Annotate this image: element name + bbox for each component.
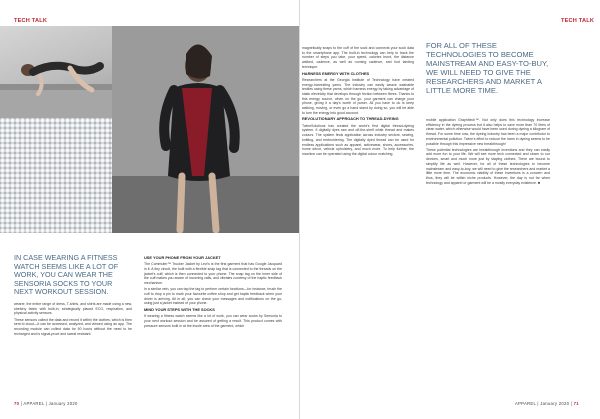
body-paragraph: In a similar vein, you can tap the tag to perform certain functions—for instance, brush the cuff to drop a pin to mark your favourite coffee shop and get haptic feedback when your driver is arriving. All in all, you can check your messages and notifications on the go, using just a jacket instead of your phone. xyxy=(144,287,282,306)
body-paragraph: TwineSolutions has created the world's first digital thread-dyeing system. It digitally dyes raw and off-the-shelf white thread and makes colours. The system finds application across industry sectors, sewing, knitting, and embroidering. The digitally dyed thread can be used for endless applications such as apparel, activewear, shoes, accessories, home décor, vehicle upholstery, and much more. To help further, the machine can be operated using the digital colour matching xyxy=(302,123,414,156)
page-number-left: 70 xyxy=(14,401,20,406)
subheading: HARNESS ENERGY WITH CLOTHES xyxy=(302,70,370,76)
body-paragraph: If wearing a fitness watch seems like a lot of work, you can wear socks by Sensoria to your next workout session and be assured of getting a result. This product comes with pressure sensors built in at the insole area of the garment, which xyxy=(144,314,282,328)
body-column-right-a xyxy=(302,46,414,158)
folio-left: 70 | APPAREL | January 2020 xyxy=(14,401,78,406)
body-column-right-b xyxy=(426,118,550,187)
body-paragraph: These potential technologies are breakthrough inventions and they can easily add more fun to your life. We will see more tech connected and closer to our devices, smart and much more just by staying clothed. There are bound to simplify life as well. However, for all of these technologies to become mainstream and easy-to-buy, we will need to give the researchers and market a little more time. The economic viability of these inventions is a concern and thus, they will be within niche products. However, the day is not far when technology and apparel or garment will be a mostly everyday existence. ■ xyxy=(426,147,550,185)
section-tag-left: TECH TALK xyxy=(14,18,48,24)
body-paragraph: Researchers at the Georgia Institute of Technology have created energy-harvesting yarns. The industry can easily weave washable textiles using these yarns, which harness energy by taking advantage of static electricity that develops through friction between fibres. Thanks to this energy source, when on the go, your garment can charge your phone, giving it a day's worth of power. All you have to do is keep walking, moving, or even go a hand stand by doing so, you will be able to turn the energy into good account. xyxy=(302,77,414,115)
issue-date-left: January 2020 xyxy=(48,401,78,406)
pull-quote-right: FOR ALL OF THESE TECHNOLOGIES TO BECOME MAINSTREAM AND EASY-TO-BUY, WE WILL NEED TO GIVE THE RESEARCHERS AND MARKET A LITTLE MORE TIME. xyxy=(426,41,549,95)
sensor-fabric-photo xyxy=(0,118,112,233)
body-paragraph: The Commuter™ Trucker Jacket by Levi's is the first garment that has Google Jacquard in it. A tiny circuit, the built with a flexible snap tag that is connected to the threads on the jacket's cuff, which is then connected to your phone. The snap tag on the inner side of the cuff makes you aware of incoming calls, and vibrates courtesy of the haptic feedback mechanism. xyxy=(144,262,282,286)
publication-name-left: APPAREL xyxy=(23,401,45,406)
smart-dress-photo xyxy=(112,26,300,233)
subheading: USE YOUR PHONE FROM YOUR JACKET xyxy=(144,255,221,260)
issue-date-right: January 2020 xyxy=(540,401,570,406)
body-paragraph: These sensors collect the data and record it within the clothes, which is then sent to cloud—it can be accessed, analyzed, and viewed using an app. The recording module can collect data for 50 hours without the need to be recharged and is signal-proof and sweat resistant. xyxy=(14,317,132,336)
subheading: REVOLUTIONARY APPROACH TO THREAD-DYEING xyxy=(302,116,399,122)
body-paragraph: wearer, the entire range of dress, T-shirts, and shirts are made using a new, stretchy fabric with built-in, strategically placed ECG, respiration, and physical activity sensors. xyxy=(14,302,132,316)
body-paragraph: magnetically snaps to the cuff of the sock and connects your sock data to the smartphone app. The built-in technology can help to track the number of steps you take, your speed, calories burnt, the distance walked, cadence, as well as running cadence, and foot landing technique. xyxy=(302,46,414,69)
body-column-left-b xyxy=(144,254,282,330)
pull-quote-left: IN CASE WEARING A FITNESS WATCH SEEMS LIKE A LOT OF WORK, YOU CAN WEAR THE SENSORIA SOCKS TO YOUR NEXT WORKOUT SESSION. xyxy=(14,253,119,297)
folio-right: APPAREL | January 2020 | 71 xyxy=(515,401,579,406)
body-paragraph: mobile application Graphitech™. Not only does this technology increase efficiency in the dyeing process but it also helps to save more than 70 litres of clean water, which otherwise would have been used during dyeing a kilogram of thread. For some time now, the dyeing industry has been a major contributor to environmental pollution. Twine's effort to reduce the harm in dyeing seems to be possible through this impressive new breakthrough! xyxy=(426,118,550,146)
subheading: MIND YOUR STEPS WITH THE SOCKS xyxy=(144,307,215,313)
section-tag-right: TECH TALK xyxy=(561,18,595,24)
yoga-photo xyxy=(0,26,112,118)
publication-name-right: APPAREL xyxy=(515,401,536,406)
page-number-right: 71 xyxy=(573,401,579,406)
body-column-left-a xyxy=(14,302,132,338)
